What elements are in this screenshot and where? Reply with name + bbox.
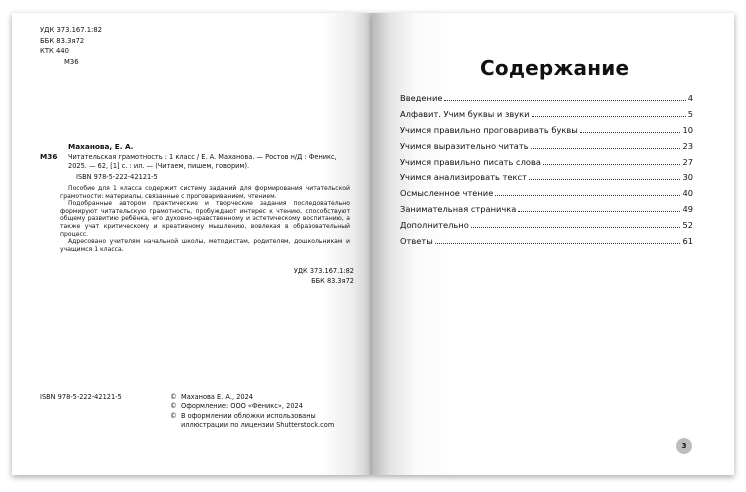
toc-item[interactable] — [400, 172, 693, 188]
dot-leader — [532, 115, 686, 117]
toc-item-page: 5 — [687, 108, 693, 119]
dot-leader — [495, 194, 680, 196]
toc-item-page: 10 — [682, 124, 693, 135]
author-name: Маханова, Е. А. — [68, 142, 134, 151]
dot-leader — [531, 147, 681, 149]
annotation — [60, 185, 350, 253]
copyright-text: иллюстрации по лицензии Shutterstock.com — [181, 421, 335, 430]
toc-item-label: Введение — [400, 93, 443, 103]
toc-item-label: Учимся выразительно читать — [400, 140, 529, 151]
dot-leader — [471, 226, 681, 228]
dot-leader — [543, 163, 681, 165]
toc-item[interactable] — [400, 109, 693, 125]
toc-item[interactable] — [400, 93, 693, 109]
copyright-text: В оформлении обложки использованы — [181, 411, 316, 420]
toc-item-label: Учимся правильно проговаривать буквы — [400, 124, 578, 135]
udk-code-right: УДК 373.167.1:82 — [293, 267, 354, 275]
toc-item-page: 30 — [682, 172, 693, 183]
toc-item[interactable] — [400, 188, 693, 204]
copyright-line — [170, 393, 334, 402]
copyright-line — [170, 412, 334, 421]
toc-item-label: Алфавит. Учим буквы и звуки — [400, 108, 530, 119]
toc-item-page: 27 — [682, 156, 693, 167]
toc-item-page: 52 — [682, 220, 693, 231]
toc-item[interactable] — [400, 236, 693, 252]
udk-code: УДК 373.167.1:82 — [40, 26, 102, 34]
copyright-text: Маханова Е. А., 2024 — [181, 393, 253, 401]
toc-item-page: 49 — [682, 204, 693, 215]
dot-leader — [435, 242, 681, 244]
toc-item-page: 61 — [682, 236, 693, 247]
toc-item[interactable] — [400, 204, 693, 220]
copyright-block — [170, 393, 334, 431]
copyright-line — [170, 421, 334, 430]
toc-item[interactable] — [400, 220, 693, 236]
bbk-code: ББК 83.3я72 — [40, 36, 85, 45]
copyright-icon: © — [170, 393, 177, 401]
toc-item-label: Учимся анализировать текст — [400, 172, 527, 183]
bbk-code-right: ББК 83.3я72 — [311, 277, 354, 285]
isbn-bottom: ISBN 978-5-222-42121-5 — [40, 393, 122, 401]
toc-item-page: 23 — [682, 140, 693, 151]
ktk-code: КТК 440 — [40, 47, 69, 55]
annotation-paragraph: Пособие для 1 класса содержит систему заданий для формирования читательской грамотности: материалы, связанные с проговариванием, чтением. — [60, 185, 350, 200]
toc-item-label: Дополнительно — [400, 220, 469, 231]
dot-leader — [518, 210, 680, 212]
classification-codes — [40, 25, 102, 67]
toc-item[interactable] — [400, 141, 693, 157]
page-number-badge: 3 — [676, 438, 692, 454]
toc-item[interactable] — [400, 125, 693, 141]
copyright-icon — [170, 421, 181, 430]
copyright-line — [170, 402, 334, 411]
dot-leader — [580, 131, 681, 133]
annotation-paragraph: Адресовано учителям начальной школы, методистам, родителям, дошкольникам и учащимся 1 класса. — [60, 238, 350, 253]
bibliographic-record: Читательская грамотность : 1 класс / Е. А. Маханова. — Ростов н/Д : Феникс, 2025. — 62, [1] с. : ил. — (Читаем, пишем, говорим). — [68, 153, 337, 170]
copyright-text: Оформление: ООО «Феникс», 2024 — [181, 402, 303, 411]
table-of-contents — [400, 93, 693, 252]
toc-item-label: Ответы — [400, 236, 433, 247]
toc-item[interactable] — [400, 157, 693, 173]
author-mark: М36 — [64, 57, 79, 66]
toc-item-label: Занимательная страничка — [400, 204, 517, 215]
copyright-icon: © — [170, 411, 177, 420]
copyright-icon: © — [170, 402, 177, 411]
dot-leader — [529, 178, 681, 180]
toc-title: Содержание — [480, 56, 630, 80]
toc-item-label: Осмысленное чтение — [400, 188, 494, 199]
call-mark: М36 — [40, 152, 58, 161]
annotation-paragraph: Подобранные автором практические и творческие задания последовательно формируют читательскую грамотность, пробуждают интерес к чтению, способствуют общему развитию ребёнка, его духовно-нравственному и эстетическому воспитанию, а также учат критическому и креативному мышлению, вовлекая в образовательный процесс. — [60, 200, 350, 238]
toc-item-page: 40 — [682, 188, 693, 199]
isbn-top: ISBN 978-5-222-42121-5 — [76, 173, 158, 181]
classification-codes-right — [270, 266, 354, 286]
toc-item-label: Учимся правильно писать слова — [400, 156, 541, 167]
dot-leader — [444, 99, 685, 101]
toc-item-page: 4 — [687, 93, 693, 103]
